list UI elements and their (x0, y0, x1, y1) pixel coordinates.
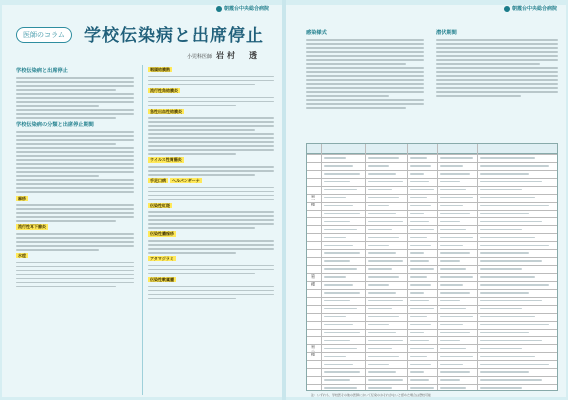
table-cell (480, 237, 535, 238)
table-cell (480, 292, 529, 293)
table-cell (368, 300, 403, 301)
table-cell (440, 300, 460, 301)
table-cell (410, 364, 431, 365)
table-cell (324, 165, 353, 166)
section-heading-3: 感染様式 (306, 30, 327, 36)
table-cell (324, 316, 346, 317)
table-row (307, 336, 557, 337)
highlight-erythema: 伝染性紅斑 (150, 202, 170, 208)
table-cell (410, 316, 427, 317)
table-cell (410, 252, 424, 253)
highlight-herpangina: ヘルパンギーナ (172, 177, 200, 183)
highlight-pcf: 咽頭結膜熱 (150, 67, 170, 72)
table-cell (368, 348, 392, 349)
table-cell (368, 173, 396, 174)
table-cell (324, 205, 353, 206)
table-cell (324, 260, 350, 261)
table-cell (324, 379, 350, 380)
table-cell (368, 276, 399, 277)
left-page (2, 5, 282, 397)
table-cell (324, 292, 360, 293)
table-row (307, 281, 557, 282)
table-cell (324, 356, 346, 357)
table-row (307, 241, 557, 242)
table-cell (480, 189, 522, 190)
table-cell (410, 237, 427, 238)
table-cell (324, 387, 357, 388)
table-row (307, 249, 557, 250)
table-cell (480, 157, 535, 158)
table-group-2: 第二種 (311, 274, 316, 286)
table-row (307, 225, 557, 226)
table-cell (440, 371, 470, 372)
table-cell (480, 173, 529, 174)
table-cell (368, 316, 399, 317)
table-cell (410, 229, 434, 230)
table-cell (324, 221, 350, 222)
left-column (16, 65, 134, 290)
table-cell (324, 324, 353, 325)
table-cell (410, 300, 429, 301)
table-row (307, 344, 557, 345)
table-cell (480, 276, 535, 277)
table-cell (480, 300, 542, 301)
hospital-name: 朝霞台中央総合病院 (224, 6, 270, 12)
table-cell (368, 245, 389, 246)
table-cell (324, 181, 350, 182)
table-cell (480, 364, 549, 365)
table-cell (324, 245, 353, 246)
table-cell (324, 332, 360, 333)
right-column (148, 65, 274, 302)
table-header (307, 144, 557, 154)
table-cell (368, 205, 389, 206)
table-cell (440, 284, 463, 285)
table-cell (410, 308, 434, 309)
table-row (307, 265, 557, 266)
table-cell (410, 340, 429, 341)
table-cell (368, 371, 396, 372)
column-badge: 医師のコラム (16, 27, 72, 43)
table-cell (440, 157, 473, 158)
hospital-header-left (216, 5, 269, 12)
section-heading-4: 潜伏期間 (436, 30, 457, 36)
table-cell (480, 229, 522, 230)
table-cell (368, 379, 403, 380)
table-cell (368, 181, 403, 182)
table-row (307, 305, 557, 306)
table-cell (440, 364, 463, 365)
table-cell (440, 252, 470, 253)
table-cell (440, 245, 463, 246)
table-cell (440, 205, 463, 206)
table-cell (480, 245, 549, 246)
table-cell (368, 292, 396, 293)
highlight-headlice: アタマジラミ (150, 256, 174, 262)
table-cell (324, 197, 346, 198)
table-cell (410, 213, 424, 214)
table-cell (480, 340, 542, 341)
table-cell (410, 173, 424, 174)
table-cell (324, 173, 360, 174)
table-cell (440, 181, 460, 182)
table-cell (440, 308, 466, 309)
table-cell (368, 387, 392, 388)
table-cell (324, 371, 360, 372)
table-cell (440, 221, 460, 222)
table-cell (410, 276, 427, 277)
table-cell (410, 324, 431, 325)
table-cell (410, 260, 429, 261)
table-cell (480, 371, 529, 372)
table-row (307, 186, 557, 187)
table-cell (440, 356, 473, 357)
highlight-impetigo: 伝染性膿痂疹 (150, 231, 174, 237)
table-cell (440, 379, 460, 380)
table-cell (324, 268, 357, 269)
table-cell (410, 197, 427, 198)
table-cell (480, 221, 542, 222)
table-row (307, 376, 557, 377)
table-row (307, 352, 557, 353)
table-group-1: 第一種 (311, 194, 316, 206)
table-cell (324, 252, 360, 253)
table-row (307, 384, 557, 385)
table-cell (410, 157, 427, 158)
table-cell (410, 268, 434, 269)
page-title: 学校伝染病と出席停止 (84, 26, 264, 46)
table-cell (410, 181, 429, 182)
table-row (307, 178, 557, 179)
table-cell (440, 189, 466, 190)
highlight-molluscum: 伝染性軟属腫 (150, 276, 174, 282)
highlight-ekc: 流行性角結膜炎 (150, 87, 178, 93)
table-cell (368, 364, 389, 365)
hospital-name: 朝霞台中央総合病院 (512, 6, 558, 12)
table-cell (480, 197, 535, 198)
table-row (307, 170, 557, 171)
highlight-gastroenteritis: ウイルス性胃腸炎 (150, 157, 182, 163)
table-cell (440, 173, 470, 174)
table-cell (368, 324, 389, 325)
table-cell (480, 284, 549, 285)
table-cell (480, 356, 535, 357)
table-cell (480, 387, 522, 388)
table-cell (368, 332, 396, 333)
table-cell (480, 324, 549, 325)
table-row (307, 368, 557, 369)
incubation-column (436, 27, 558, 99)
table-cell (324, 348, 357, 349)
table-row (307, 321, 557, 322)
table-cell (410, 387, 434, 388)
table-row (307, 313, 557, 314)
table-cell (440, 197, 473, 198)
table-cell (410, 292, 424, 293)
table-cell (440, 387, 466, 388)
table-cell (368, 157, 399, 158)
author-line (187, 50, 260, 61)
table-cell (410, 379, 429, 380)
highlight-varicella: 水痘 (18, 253, 26, 259)
table-cell (324, 300, 350, 301)
infection-table (306, 143, 558, 397)
table-cell (410, 371, 424, 372)
table-cell (480, 308, 522, 309)
table-cell (368, 260, 403, 261)
table-cell (368, 340, 403, 341)
table-cell (368, 197, 399, 198)
highlight-mumps: 流行性耳下腺炎 (18, 224, 46, 230)
table-cell (480, 181, 542, 182)
table-cell (410, 284, 431, 285)
table-cell (410, 332, 424, 333)
table-cell (368, 237, 399, 238)
table-cell (324, 308, 357, 309)
table-cell (480, 348, 522, 349)
table-cell (368, 229, 392, 230)
table-row (307, 233, 557, 234)
table-row (307, 154, 557, 155)
table-row (307, 202, 557, 203)
author-name: 岩村 透 (216, 51, 261, 60)
table-cell (324, 364, 353, 365)
table-cell (324, 237, 346, 238)
table-cell (324, 284, 353, 285)
table-cell (440, 348, 466, 349)
table-cell (480, 252, 529, 253)
table-cell (368, 308, 392, 309)
table-cell (324, 157, 346, 158)
table-cell (368, 284, 389, 285)
table-cell (410, 356, 427, 357)
table-cell (440, 213, 470, 214)
table-cell (410, 348, 434, 349)
table-cell (410, 205, 431, 206)
hospital-header-right (504, 5, 557, 12)
table-cell (368, 221, 403, 222)
table-cell (440, 260, 460, 261)
table-cell (440, 292, 470, 293)
table-row (307, 273, 557, 274)
table-cell (480, 205, 549, 206)
table-cell (480, 213, 529, 214)
hospital-logo-icon (216, 6, 222, 12)
table-row (307, 257, 557, 258)
table-cell (480, 268, 522, 269)
table-cell (440, 165, 463, 166)
table-cell (480, 165, 549, 166)
table-row (307, 360, 557, 361)
transmission-column (306, 27, 424, 111)
table-cell (324, 189, 357, 190)
table-cell (368, 356, 399, 357)
table-cell (480, 332, 529, 333)
table-cell (324, 229, 357, 230)
hospital-logo-icon (504, 6, 510, 12)
table-cell (440, 229, 466, 230)
right-page (286, 5, 566, 397)
table-cell (324, 213, 360, 214)
table-cell (480, 316, 535, 317)
table-cell (410, 221, 429, 222)
table-cell (368, 189, 392, 190)
table-cell (480, 379, 542, 380)
table-cell (440, 276, 473, 277)
table-cell (440, 268, 466, 269)
table-group-3: 第三種 (311, 344, 316, 356)
table-row (307, 289, 557, 290)
table-cell (368, 252, 396, 253)
table-cell (480, 260, 542, 261)
table-cell (440, 237, 473, 238)
table-cell (368, 213, 396, 214)
table-cell (368, 165, 389, 166)
table-cell (410, 189, 434, 190)
table-cell (440, 340, 460, 341)
highlight-hfmd: 手足口病 (150, 177, 166, 183)
author-role: 小児科医師 (187, 54, 213, 60)
table-cell (440, 316, 473, 317)
table-row (307, 217, 557, 218)
column-divider (142, 65, 143, 395)
highlight-ahc: 急性出血性結膜炎 (150, 108, 182, 114)
table-row (307, 297, 557, 298)
table-cell (440, 324, 463, 325)
table-cell (324, 276, 346, 277)
section-heading-1: 学校伝染病と出席停止 (16, 68, 68, 74)
table-row (307, 194, 557, 195)
table-cell (440, 332, 470, 333)
table-cell (410, 245, 431, 246)
table-row (307, 162, 557, 163)
table-footnote: 注：いずれも、学校医その他の医師において伝染のおそれがないと認めた場合は登校可能 (311, 393, 432, 397)
highlight-measles: 麻疹 (18, 195, 26, 201)
table-row (307, 210, 557, 211)
table-cell (368, 268, 392, 269)
section-heading-2: 学校伝染病の分類と出席停止期間 (16, 121, 94, 128)
table-cell (324, 340, 350, 341)
table-cell (410, 165, 431, 166)
table-row (307, 329, 557, 330)
